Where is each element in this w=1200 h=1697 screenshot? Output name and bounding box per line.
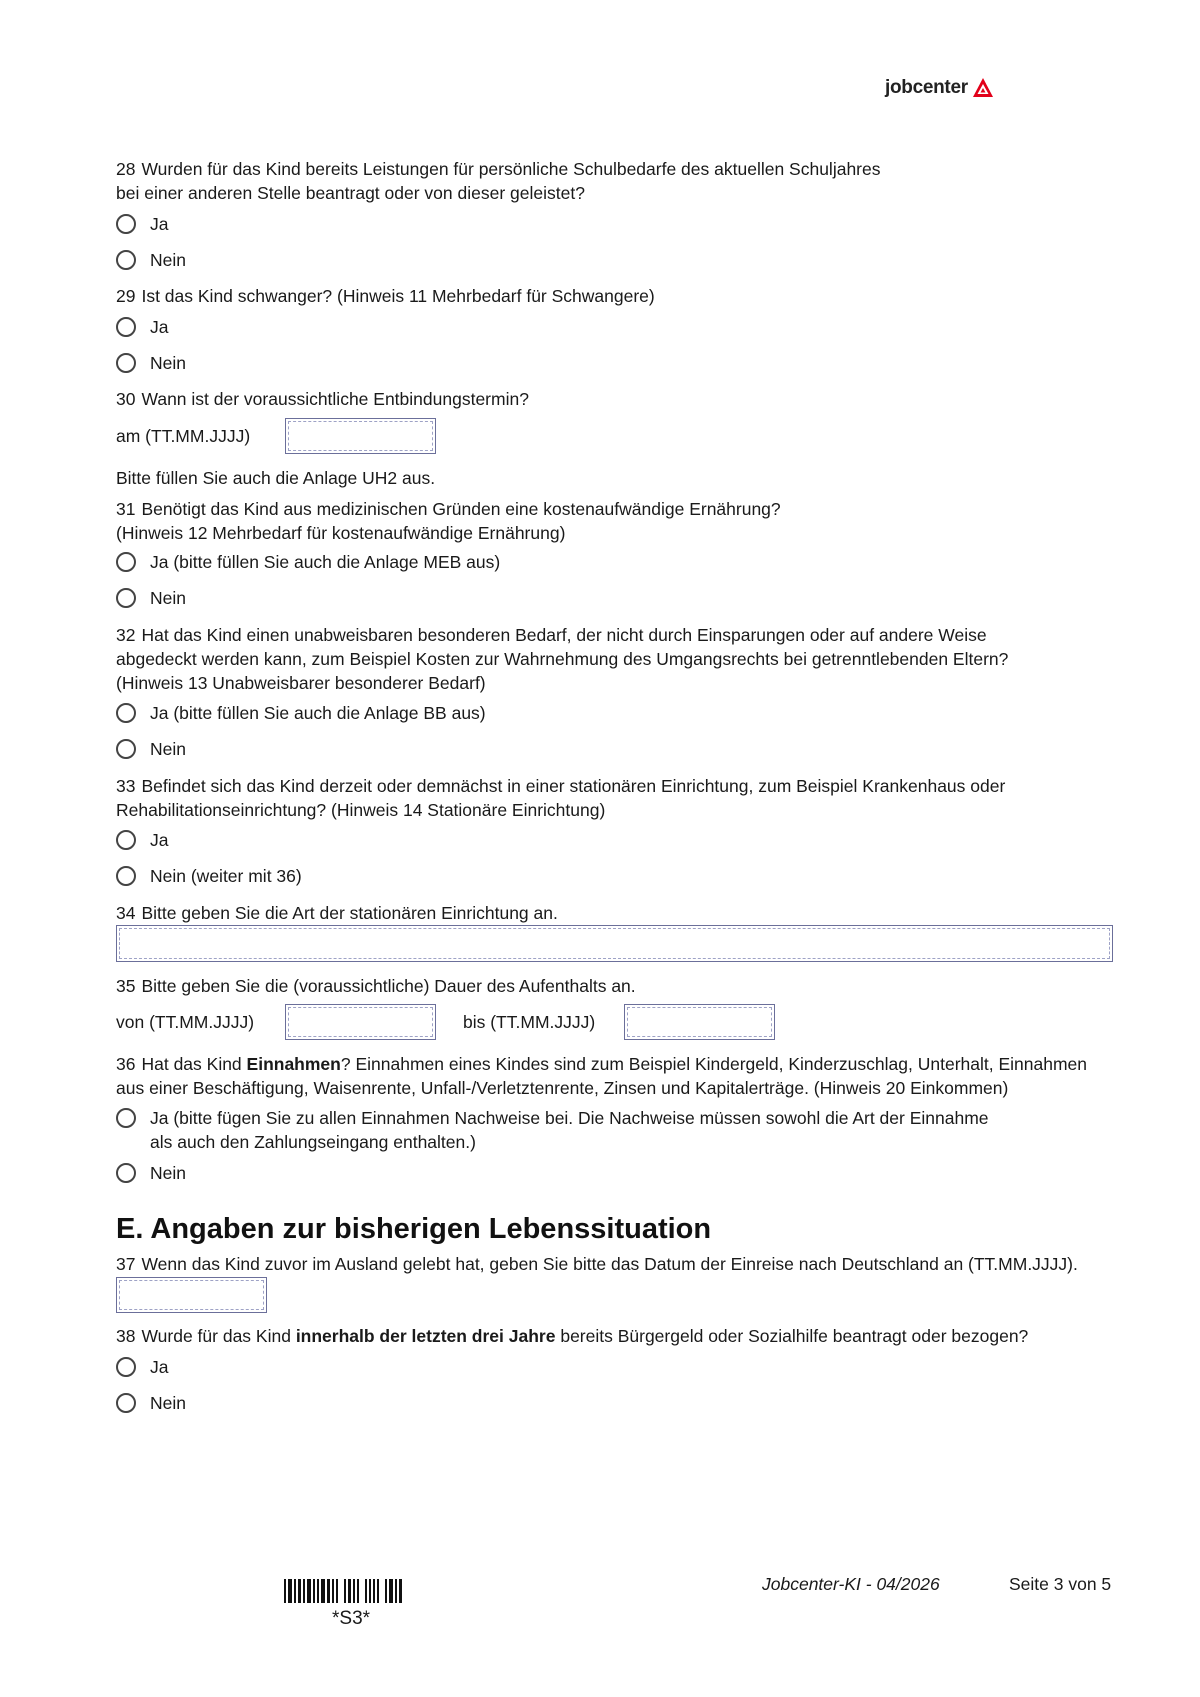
question-number: 35 [116, 976, 136, 996]
question-number: 33 [116, 776, 136, 796]
radio-button[interactable] [116, 250, 136, 270]
q33-option-nein[interactable] [116, 864, 302, 890]
option-label: Nein [150, 1393, 186, 1413]
q31-option-nein[interactable] [116, 586, 186, 612]
due-date-label: am (TT.MM.JJJJ) [116, 426, 251, 446]
q28-option-nein[interactable] [116, 248, 186, 274]
q32-option-nein[interactable] [116, 737, 186, 763]
option-label: Nein [150, 739, 186, 759]
option-label-line1: Ja (bitte fügen Sie zu allen Einnahmen Nachweise bei. Die Nachweise müssen sowohl die Art der Einnahme [150, 1108, 989, 1128]
q29-option-ja[interactable] [116, 315, 168, 341]
question-36-line2: aus einer Beschäftigung, Waisenrente, Unfall-/Verletztenrente, Zinsen und Kapitalerträge. (Hinweis 20 Einkommen) [116, 1078, 1009, 1098]
question-number: 37 [116, 1254, 136, 1274]
page-number: Seite 3 von 5 [1009, 1574, 1112, 1594]
question-text: Wann ist der voraussichtliche Entbindungstermin? [141, 389, 529, 409]
question-text-pre: Hat das Kind [141, 1054, 247, 1074]
question-text-post: bereits Bürgergeld oder Sozialhilfe beantragt oder bezogen? [555, 1326, 1029, 1346]
question-text: Hat das Kind einen unabweisbaren besonderen Bedarf, der nicht durch Einsparungen oder auf andere Weise [141, 625, 987, 645]
radio-button[interactable] [116, 830, 136, 850]
q38-option-ja[interactable] [116, 1355, 168, 1381]
question-number: 29 [116, 286, 136, 306]
q36-option-nein[interactable] [116, 1161, 186, 1187]
radio-button[interactable] [116, 317, 136, 337]
stay-from-input[interactable] [285, 1004, 436, 1040]
question-number: 31 [116, 499, 136, 519]
facility-type-input[interactable] [116, 925, 1113, 962]
option-label-line2: als auch den Zahlungseingang enthalten.) [150, 1132, 476, 1152]
radio-button[interactable] [116, 1357, 136, 1377]
option-label: Ja [150, 1357, 169, 1377]
option-label: Nein [150, 353, 186, 373]
stay-from-label: von (TT.MM.JJJJ) [116, 1012, 255, 1032]
question-36 [116, 1052, 1087, 1076]
radio-button[interactable] [116, 1163, 136, 1183]
section-e-title: E. Angaben zur bisherigen Lebenssituation [116, 1213, 712, 1245]
question-text: Bitte geben Sie die (voraussichtliche) Dauer des Aufenthalts an. [141, 976, 636, 996]
radio-button[interactable] [116, 353, 136, 373]
option-label [150, 1106, 989, 1154]
question-number: 32 [116, 625, 136, 645]
option-label: Ja [150, 214, 169, 234]
question-number: 30 [116, 389, 136, 409]
question-text-post: ? Einnahmen eines Kindes sind zum Beispiel Kindergeld, Kinderzuschlag, Unterhalt, Einnahmen [340, 1054, 1087, 1074]
q29-option-nein[interactable] [116, 351, 186, 377]
question-text: Benötigt das Kind aus medizinischen Gründen eine kostenaufwändige Ernährung? [141, 499, 781, 519]
question-37 [116, 1252, 1078, 1276]
radio-button[interactable] [116, 214, 136, 234]
logo-text: jobcenter [885, 77, 968, 98]
option-label: Ja (bitte füllen Sie auch die Anlage MEB aus) [150, 552, 501, 572]
option-label: Ja [150, 830, 169, 850]
question-number: 38 [116, 1326, 136, 1346]
option-label: Nein (weiter mit 36) [150, 866, 302, 886]
question-text-bold: innerhalb der letzten drei Jahre [295, 1326, 556, 1346]
form-code: Jobcenter-KI - 04/2026 [762, 1574, 940, 1594]
question-28 [116, 157, 881, 181]
question-38 [116, 1324, 1028, 1348]
option-label: Nein [150, 588, 186, 608]
question-35 [116, 974, 636, 998]
question-33 [116, 774, 1005, 798]
question-32-line2: abgedeckt werden kann, zum Beispiel Kosten zur Wahrnehmung des Umgangsrechts bei getrenntlebenden Eltern? [116, 649, 1009, 669]
radio-button[interactable] [116, 588, 136, 608]
radio-button[interactable] [116, 866, 136, 886]
question-33-line2: Rehabilitationseinrichtung? (Hinweis 14 Stationäre Einrichtung) [116, 800, 606, 820]
radio-button[interactable] [116, 703, 136, 723]
option-label: Ja [150, 317, 169, 337]
question-31-line2: (Hinweis 12 Mehrbedarf für kostenaufwändige Ernährung) [116, 523, 566, 543]
jobcenter-logo-icon [972, 77, 994, 99]
question-32 [116, 623, 987, 647]
stay-to-input[interactable] [624, 1004, 775, 1040]
question-30 [116, 387, 529, 411]
question-text-bold: Einnahmen [246, 1054, 341, 1074]
q30-note: Bitte füllen Sie auch die Anlage UH2 aus. [116, 468, 436, 488]
barcode-text: *S3* [332, 1608, 371, 1629]
q31-option-ja[interactable] [116, 550, 500, 576]
q28-option-ja[interactable] [116, 212, 168, 238]
option-label: Ja (bitte füllen Sie auch die Anlage BB aus) [150, 703, 486, 723]
question-34 [116, 901, 558, 925]
question-28-line2: bei einer anderen Stelle beantragt oder von dieser geleistet? [116, 183, 585, 203]
question-text: Wenn das Kind zuvor im Ausland gelebt hat, geben Sie bitte das Datum der Einreise nach Deutschland an (TT.MM.JJJJ). [141, 1254, 1078, 1274]
radio-button[interactable] [116, 552, 136, 572]
question-text-pre: Wurde für das Kind [141, 1326, 296, 1346]
radio-button[interactable] [116, 739, 136, 759]
question-32-line3: (Hinweis 13 Unabweisbarer besonderer Bedarf) [116, 673, 486, 693]
q32-option-ja[interactable] [116, 701, 486, 727]
question-number: 36 [116, 1054, 136, 1074]
q38-option-nein[interactable] [116, 1391, 186, 1417]
due-date-input[interactable] [285, 418, 436, 454]
stay-to-label: bis (TT.MM.JJJJ) [463, 1012, 596, 1032]
question-text: Befindet sich das Kind derzeit oder demnächst in einer stationären Einrichtung, zum Beispiel Krankenhaus oder [141, 776, 1006, 796]
question-text: Bitte geben Sie die Art der stationären Einrichtung an. [141, 903, 558, 923]
q33-option-ja[interactable] [116, 828, 168, 854]
radio-button[interactable] [116, 1393, 136, 1413]
question-text: Ist das Kind schwanger? (Hinweis 11 Mehrbedarf für Schwangere) [141, 286, 655, 306]
q36-option-ja[interactable] [116, 1106, 989, 1156]
jobcenter-logo [885, 76, 994, 100]
question-number: 28 [116, 159, 136, 179]
question-29 [116, 284, 655, 308]
option-label: Nein [150, 250, 186, 270]
entry-date-input[interactable] [116, 1277, 267, 1313]
radio-button[interactable] [116, 1108, 136, 1128]
option-label: Nein [150, 1163, 186, 1183]
question-text: Wurden für das Kind bereits Leistungen für persönliche Schulbedarfe des aktuellen Schuljahres [141, 159, 881, 179]
question-number: 34 [116, 903, 136, 923]
barcode [284, 1579, 404, 1603]
question-31 [116, 497, 781, 521]
